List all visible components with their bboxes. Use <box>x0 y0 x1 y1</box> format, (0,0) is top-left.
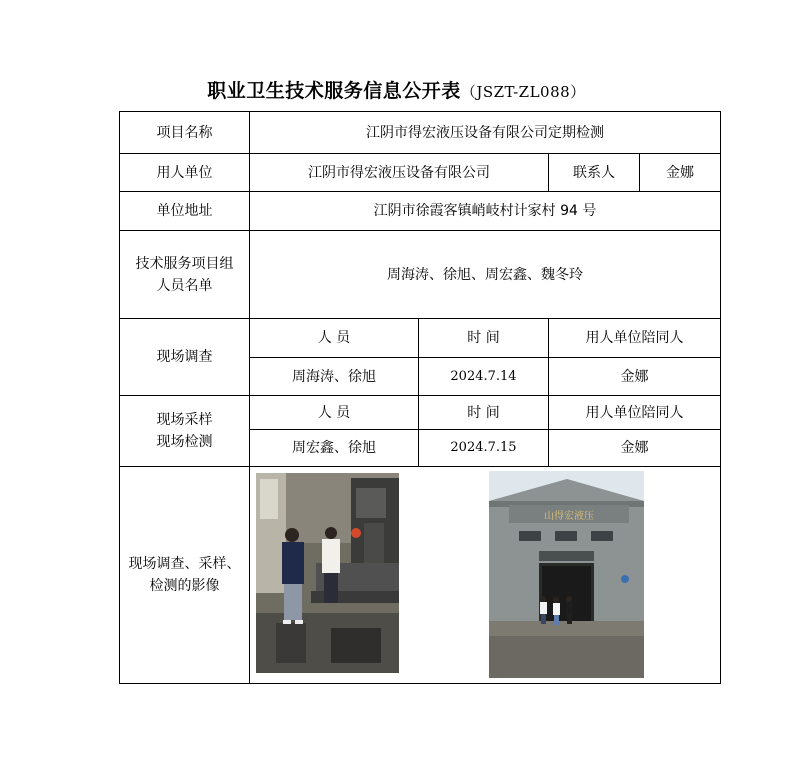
sampling-label-line-1: 现场采样 <box>156 412 213 428</box>
contact-label: 联系人 <box>549 154 640 192</box>
address-label: 单位地址 <box>120 192 250 231</box>
row-client <box>120 154 721 192</box>
document-title <box>0 76 793 103</box>
row-survey-header <box>120 319 721 358</box>
images-cell <box>250 467 721 684</box>
row-address <box>120 192 721 231</box>
project-label: 项目名称 <box>120 112 250 154</box>
sampling-label <box>120 396 250 467</box>
client-value: 江阴市得宏液压设备有限公司 <box>250 154 549 192</box>
survey-header-escort: 用人单位陪同人 <box>549 319 721 358</box>
survey-time: 2024.7.14 <box>419 358 549 396</box>
row-sampling-header <box>120 396 721 430</box>
images-label-line-2: 检测的影像 <box>149 578 220 594</box>
survey-header-time: 时 间 <box>419 319 549 358</box>
address-value: 江阴市徐霞客镇峭岐村计家村 94 号 <box>250 192 721 231</box>
factory-photo-svg <box>489 471 644 678</box>
row-images <box>120 467 721 684</box>
images-label-line-1: 现场调查、采样、 <box>128 556 241 572</box>
team-label <box>120 231 250 319</box>
title-main: 职业卫生技术服务信息公开表 <box>207 80 461 102</box>
sampling-time: 2024.7.15 <box>419 430 549 467</box>
survey-person: 周海涛、徐旭 <box>250 358 419 396</box>
sampling-header-person: 人 员 <box>250 396 419 430</box>
sampling-escort: 金娜 <box>549 430 721 467</box>
workshop-photo-svg <box>256 473 399 673</box>
row-project <box>120 112 721 154</box>
images-label <box>120 467 250 684</box>
info-table <box>119 111 721 684</box>
row-team <box>120 231 721 319</box>
team-label-line-2: 人员名单 <box>156 277 213 294</box>
team-label-line-1: 技术服务项目组 <box>135 255 234 272</box>
factory-photo <box>489 471 644 678</box>
sampling-label-line-2: 现场检测 <box>156 434 213 450</box>
survey-escort: 金娜 <box>549 358 721 396</box>
survey-label: 现场调查 <box>120 319 250 396</box>
workshop-photo <box>256 473 399 673</box>
contact-value: 金娜 <box>640 154 721 192</box>
sampling-header-time: 时 间 <box>419 396 549 430</box>
project-value: 江阴市得宏液压设备有限公司定期检测 <box>250 112 721 154</box>
sampling-person: 周宏鑫、徐旭 <box>250 430 419 467</box>
client-label: 用人单位 <box>120 154 250 192</box>
survey-header-person: 人 员 <box>250 319 419 358</box>
factory-sign: 山得宏液压 <box>544 511 594 522</box>
sampling-header-escort: 用人单位陪同人 <box>549 396 721 430</box>
team-value: 周海涛、徐旭、周宏鑫、魏冬玲 <box>250 231 721 319</box>
title-code: （JSZT-ZL088） <box>460 83 586 101</box>
photos-area <box>250 467 720 683</box>
